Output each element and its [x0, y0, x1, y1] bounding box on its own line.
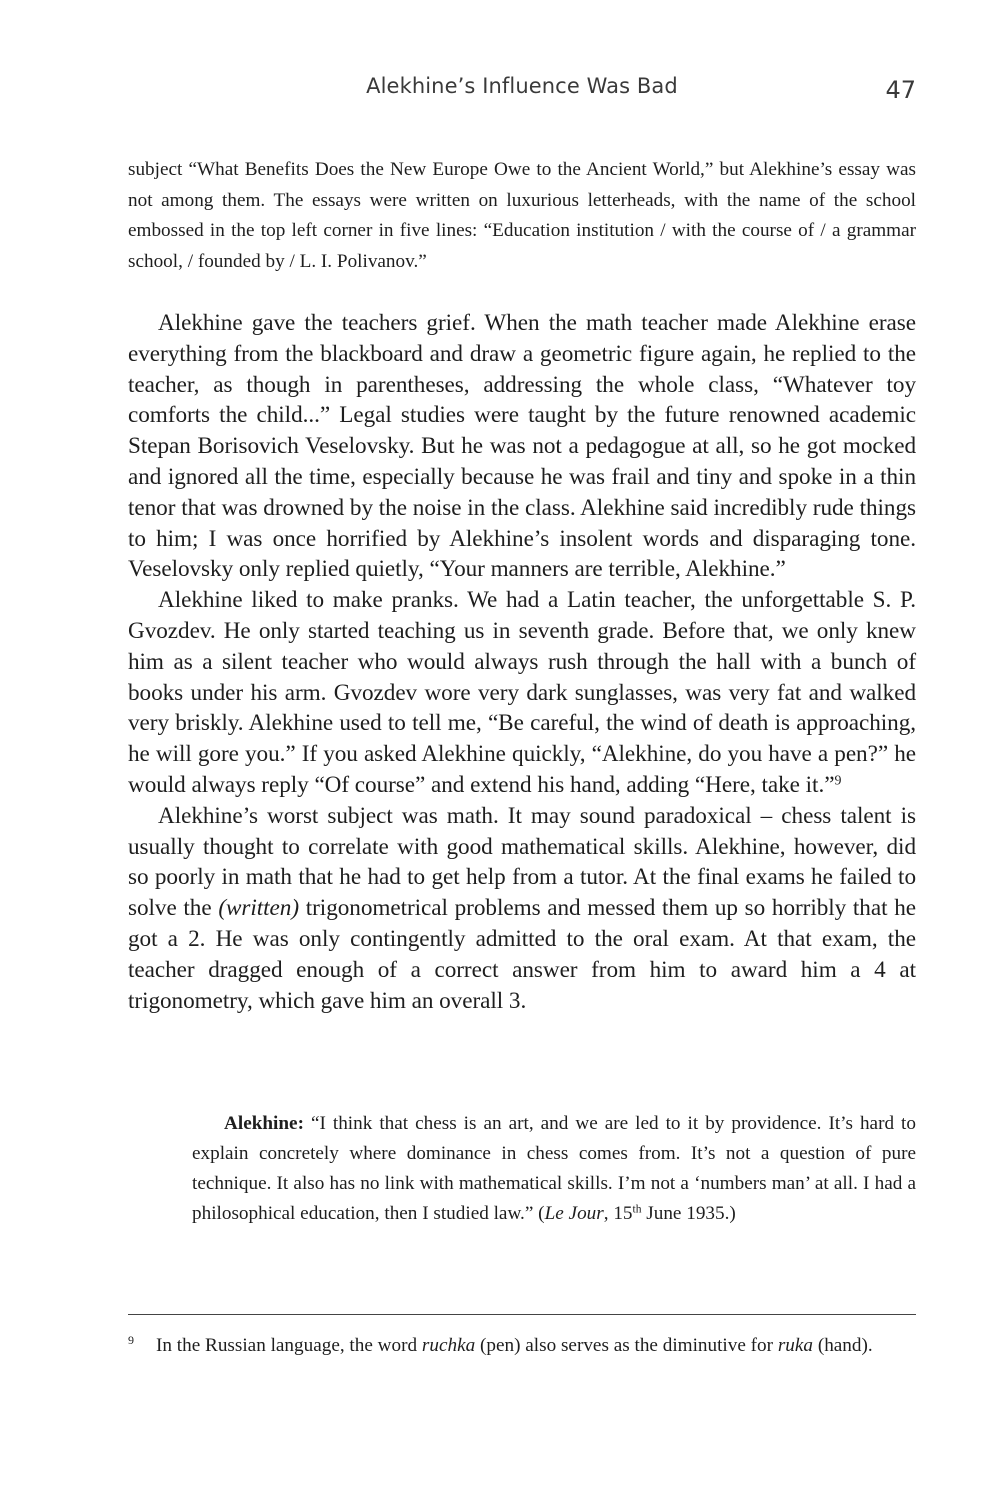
footnote-term-ruka: ruka: [777, 1335, 814, 1356]
page-number: 47: [885, 76, 916, 104]
footnote-text-c: (hand).: [813, 1335, 873, 1356]
footnote-reference: 9: [834, 773, 842, 789]
main-text: [128, 308, 916, 1016]
paragraph-teachers-grief: Alekhine gave the teachers grief. When the math teacher made Alekhine erase everything from the blackboard and draw a geometric figure again, he replied to the teacher, as though in parentheses, addressing the whole class, “Whatever toy comforts the child...” Legal studies were taught by the future renowned academic Stepan Borisovich Veselovsky. But he was not a pedagogue at all, so he got mocked and ignored all the time, especially because he was frail and tiny and spoke in a thin tenor that was drowned by the noise in the class. Alekhine said incredibly rude things to him; I was once horrified by Alekhine’s insolent words and disparaging tone. Veselovsky only replied quietly, “Your manners are terrible, Alekhine.”: [128, 310, 916, 583]
math-text-start: Alekhine’s worst subject was math. It may sound paradoxical – chess talent is usually thought to correlate with good mathematical skills. Alekhine, however, did so poorly in math that he had to get help from a tutor. At the final exams he failed to solve the: [128, 802, 916, 922]
footnote-paragraph: [128, 1331, 916, 1361]
footnote-number: 9: [128, 1332, 134, 1347]
quote-text: “I think that chess is an art, and we are led to it by providence. It’s hard to explain concretely where dominance in chess comes from. It’s not a question of pure technique. It also has no link with mathematical skills. I’m not a ‘numbers man’ at all. I had a philosophical education, then I studied law.” (: [192, 1113, 916, 1224]
quote-paragraph: [192, 1109, 916, 1229]
footnote-text-a: In the Russian language, the word: [156, 1335, 422, 1356]
paragraph-math: [128, 801, 916, 1017]
footnote-term-ruchka: ruchka: [421, 1335, 476, 1356]
intro-text: subject “What Benefits Does the New Europe Owe to the Ancient World,” but Alekhine’s essay was not among them. The essays were written on luxurious letterheads, with the name of the school embossed in the top left corner in five lines: “Education institution / with the course of / a grammar school, / founded by / L. I. Polivanov.”: [128, 159, 916, 272]
footnote: [128, 1331, 916, 1361]
quote-source: Le Jour: [544, 1203, 604, 1224]
footnote-text-b: (pen) also serves as the diminutive for: [475, 1335, 778, 1356]
quote-date-rest: June 1935.): [641, 1203, 736, 1224]
block-quote: [192, 1109, 916, 1229]
quote-date-suffix: th: [632, 1203, 642, 1216]
running-title: Alekhine’s Influence Was Bad: [366, 74, 678, 98]
math-text-emphasis: (written): [218, 895, 300, 922]
quote-date-day: , 15: [603, 1203, 633, 1224]
paragraph-pranks: [128, 585, 916, 801]
quote-speaker: Alekhine:: [224, 1113, 304, 1134]
running-header: [128, 74, 916, 108]
footnote-divider: [128, 1314, 916, 1315]
intro-paragraph: [128, 155, 916, 277]
pranks-text: Alekhine liked to make pranks. We had a Latin teacher, the unforgettable S. P. Gvozdev. He only started teaching us in seventh grade. Before that, we only knew him as a silent teacher who would always rush through the hall with a bunch of books under his arm. Gvozdev wore very dark sunglasses, was very fat and walked very briskly. Alekhine used to tell me, “Be careful, the wind of death is approaching, he will gore you.” If you asked Alekhine quickly, “Alekhine, do you have a pen?” he would always reply “Of course” and extend his hand, adding “Here, take it.”: [128, 587, 916, 798]
math-text-end: trigonometrical problems and messed them up so horribly that he got a 2. He was only contingently admitted to the oral exam. At that exam, the teacher dragged enough of a correct answer from him to award him a 4 at trigonometry, which gave him an overall 3.: [128, 895, 916, 1014]
